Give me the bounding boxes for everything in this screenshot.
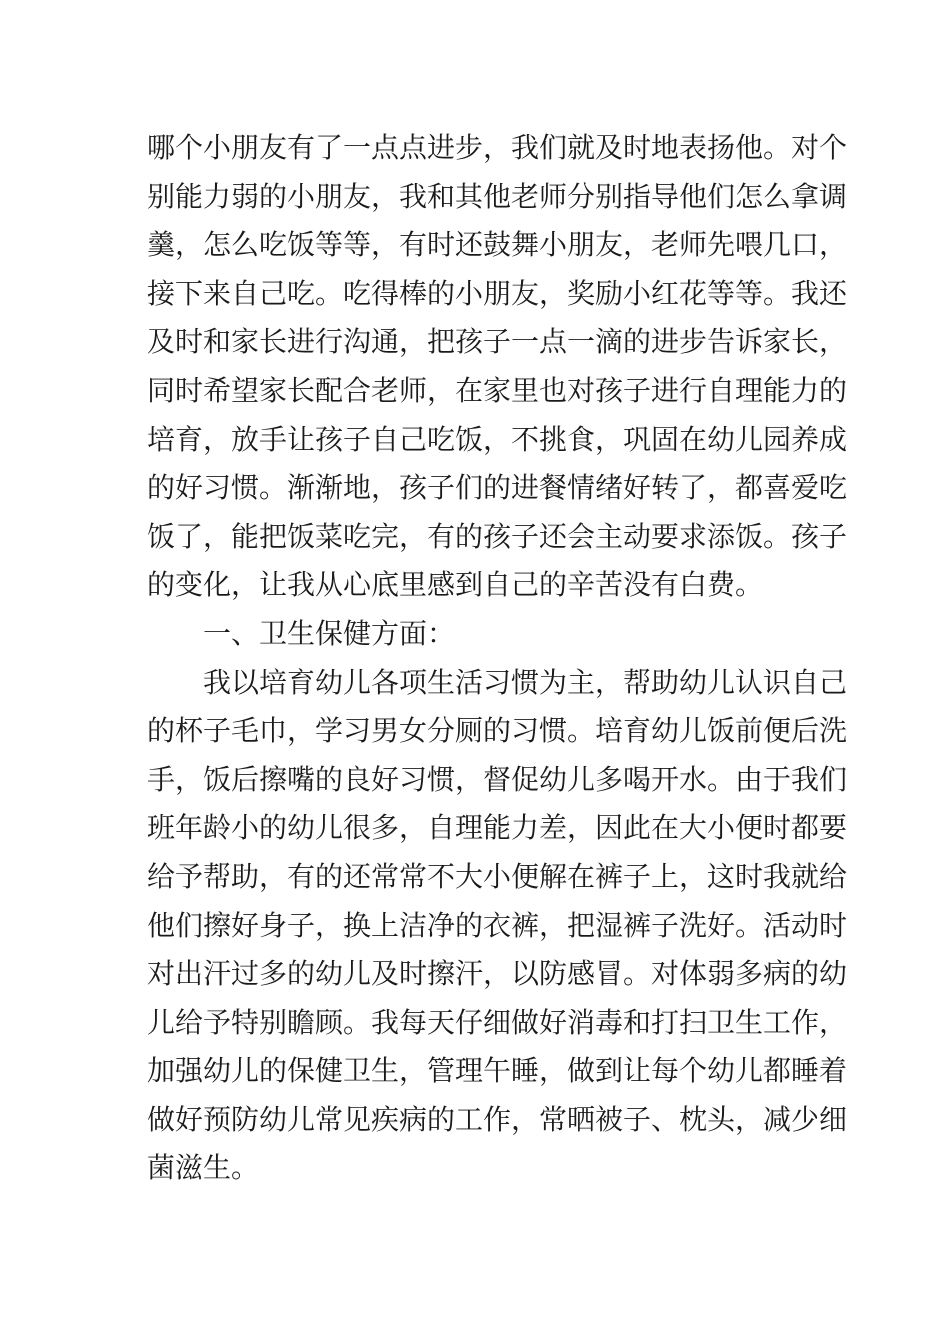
- paragraph-line: 及时和家长进行沟通，把孩子一点一滴的进步告诉家长，: [147, 325, 848, 359]
- paragraph-line: 菌滋生。: [147, 1151, 260, 1185]
- paragraph-line: 的变化，让我从心底里感到自己的辛苦没有白费。: [147, 568, 764, 602]
- paragraph-line: 饭了，能把饭菜吃完，有的孩子还会主动要求添饭。孩子: [147, 519, 848, 553]
- paragraph-line: 哪个小朋友有了一点点进步，我们就及时地表扬他。对个: [147, 131, 848, 164]
- paragraph-line: 培育，放手让孩子自己吃饭，不挑食，巩固在幼儿园养成: [147, 422, 848, 456]
- paragraph-line: 给予帮助，有的还常常不大小便解在裤子上，这时我就给: [147, 859, 848, 893]
- paragraph-line: 同时希望家长配合老师，在家里也对孩子进行自理能力的: [147, 373, 848, 407]
- paragraph-line: 接下来自己吃。吃得棒的小朋友，奖励小红花等等。我还: [147, 276, 848, 310]
- paragraph-line: 加强幼儿的保健卫生，管理午睡，做到让每个幼儿都睡着: [147, 1054, 848, 1088]
- section-heading: 一、卫生保健方面：: [203, 616, 456, 650]
- paragraph-line: 的好习惯。渐渐地，孩子们的进餐情绪好转了，都喜爱吃: [147, 471, 848, 505]
- paragraph-line: 的杯子毛巾，学习男女分厕的习惯。培育幼儿饭前便后洗: [147, 714, 848, 748]
- paragraph-line: 手，饭后擦嘴的良好习惯，督促幼儿多喝开水。由于我们: [147, 762, 848, 796]
- paragraph-line: 他们擦好身子，换上洁净的衣裤，把湿裤子洗好。活动时: [147, 908, 848, 942]
- paragraph-line: 做好预防幼儿常见疾病的工作，常晒被子、枕头，减少细: [147, 1102, 848, 1136]
- paragraph-line: 羹，怎么吃饭等等，有时还鼓舞小朋友，老师先喂几口，: [147, 228, 848, 262]
- paragraph-line: 儿给予特别瞻顾。我每天仔细做好消毒和打扫卫生工作，: [147, 1005, 848, 1039]
- paragraph-line: 别能力弱的小朋友，我和其他老师分别指导他们怎么拿调: [147, 179, 848, 213]
- paragraph-line: 对出汗过多的幼儿及时擦汗，以防感冒。对体弱多病的幼: [147, 957, 848, 991]
- document-body: [147, 124, 848, 1193]
- paragraph-line: 班年龄小的幼儿很多，自理能力差，因此在大小便时都要: [147, 811, 848, 845]
- paragraph-line: 我以培育幼儿各项生活习惯为主，帮助幼儿认识自己: [203, 665, 848, 699]
